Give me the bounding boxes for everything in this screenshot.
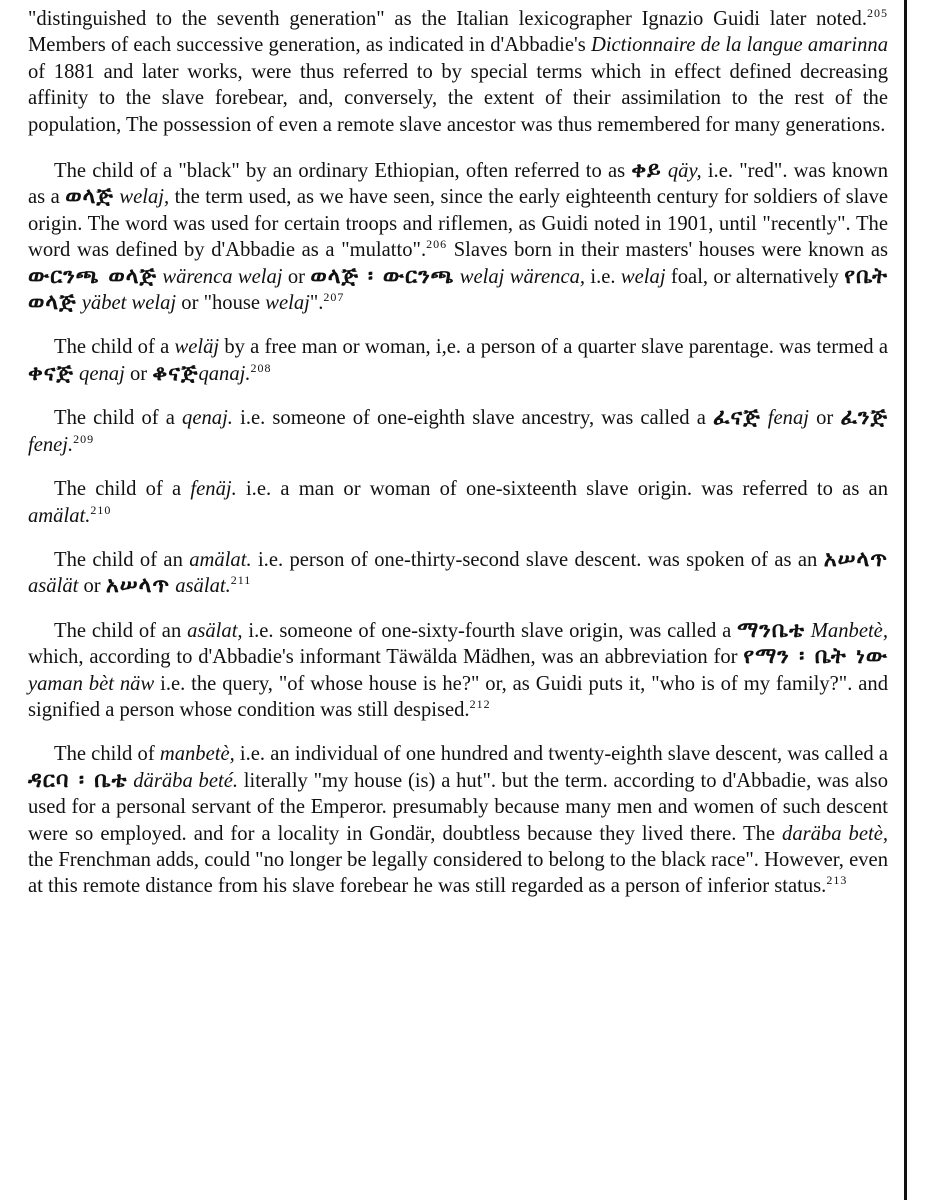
italic-term: asälat, bbox=[187, 619, 243, 642]
italic-term: qenaj. bbox=[182, 407, 233, 430]
text-run: The child of a bbox=[54, 336, 175, 359]
text-run: or bbox=[78, 575, 106, 598]
paragraph-qenaj bbox=[28, 334, 888, 387]
text-run: or "house bbox=[176, 292, 266, 315]
italic-term: amälat. bbox=[189, 548, 252, 571]
italic-term: Manbetè, bbox=[804, 619, 888, 642]
page-edge-rule bbox=[904, 0, 907, 1200]
italic-term: qäy, bbox=[661, 160, 702, 183]
text-run: the Frenchman adds, could "no longer be legally considered to belong to the black race". However, even at this remote distance from his slave forebear he was still regarded as a person of inferior status. bbox=[28, 848, 888, 898]
text-run: The child of bbox=[54, 743, 160, 766]
footnote-marker: 211 bbox=[230, 573, 252, 588]
text-run: The child of a bbox=[54, 407, 183, 430]
ethiopic-script-term: ቆናጅ bbox=[152, 360, 199, 386]
text-run: The child of an bbox=[54, 548, 190, 571]
text-run: i.e. the query, "of whose house is he?" or, as Guidi puts it, "who is of my family?". and signified a person whose condition was still despised. bbox=[28, 672, 888, 721]
ethiopic-script-term: ወላጅ ፡ ውርንጫ bbox=[310, 263, 455, 289]
text-run: i.e. bbox=[585, 265, 621, 288]
ethiopic-script-term: አሠላጥ bbox=[105, 573, 171, 599]
text-run: The child of an bbox=[54, 619, 188, 642]
paragraph-daraba-bete bbox=[28, 741, 888, 899]
footnote-marker: 212 bbox=[469, 697, 491, 712]
italic-term: fenaj bbox=[760, 407, 809, 430]
text-run: Members of each successive generation, as indicated in d'Abbadie's bbox=[28, 34, 591, 57]
text-run: or bbox=[809, 407, 841, 430]
italic-term: fenej. bbox=[28, 433, 74, 456]
text-run: of 1881 and later works, were thus referred to by special terms which in effect defined decreasing affinity to the slave forebear, and, conversely, the extent of their assimilation to the rest of the population, The possession of even a remote slave ancestor was thus remembered for many generations. bbox=[28, 60, 888, 136]
italic-term: welaj bbox=[265, 292, 310, 315]
text-run: or bbox=[124, 362, 153, 385]
text-run: ". bbox=[309, 292, 324, 315]
text-run: i.e. "red". was known as a bbox=[28, 160, 888, 209]
footnote-marker: 206 bbox=[426, 237, 448, 252]
italic-term: welaj, bbox=[113, 186, 170, 209]
italic-term: qenaj bbox=[73, 362, 125, 385]
text-run: i.e. a man or woman of one-sixteenth slave origin. was referred to as an bbox=[236, 478, 888, 501]
text-run: i.e. person of one-thirty-second slave descent. was spoken of as an bbox=[251, 548, 824, 571]
footnote-marker: 210 bbox=[90, 502, 112, 517]
text-run: i.e. an individual of one hundred and twenty-eighth slave descent, was called a bbox=[234, 743, 888, 766]
text-run: i.e. someone of one-sixty-fourth slave origin, was called a bbox=[242, 619, 738, 642]
paragraph-qay-welaj bbox=[28, 158, 888, 316]
text-run: literally "my house (is) a hut". but the term. according to d'Abbadie, was also used for a personal servant of the Emperor. presumably because many men and women of such descent were so employed. and for a locality in Gondär, doubtless because they lived there. The bbox=[28, 769, 888, 845]
italic-term: manbetè, bbox=[159, 743, 235, 766]
text-run: by a free man or woman, i,e. a person of a quarter slave parentage. was termed a bbox=[219, 336, 888, 359]
footnote-marker: 208 bbox=[250, 361, 272, 376]
italic-term: daräba betè, bbox=[782, 822, 888, 845]
ethiopic-script-term: ማንቤቴ bbox=[737, 617, 805, 643]
ethiopic-script-term: ፈናጅ bbox=[712, 405, 761, 431]
paragraph-amalat bbox=[28, 476, 888, 529]
italic-term: yaman bèt näw bbox=[28, 672, 155, 695]
paragraph-continuation bbox=[28, 6, 888, 138]
text-run: "distinguished to the seventh generation" as the Italian lexicographer Ignazio Guidi later noted. bbox=[28, 8, 867, 30]
footnote-marker: 207 bbox=[323, 290, 345, 305]
italic-term: welaj bbox=[620, 265, 666, 288]
footnote-marker: 209 bbox=[73, 431, 95, 446]
italic-term: yäbet welaj bbox=[76, 292, 177, 315]
ethiopic-script-term: ወላጅ bbox=[65, 184, 114, 210]
text-run: which, according to d'Abbadie's informant Täwälda Mädhen, was an abbreviation for bbox=[28, 646, 744, 669]
paragraph-fenaj bbox=[28, 405, 888, 458]
ethiopic-script-term: ቀናጅ bbox=[28, 360, 74, 386]
italic-term: Dictionnaire de la langue amarinna bbox=[590, 34, 888, 57]
paragraph-asalat bbox=[28, 547, 888, 600]
ethiopic-script-term: ፈንጅ bbox=[840, 405, 888, 431]
footnote-marker: 205 bbox=[867, 6, 888, 21]
text-run: Slaves born in their masters' houses were known as bbox=[447, 239, 888, 262]
paragraph-manbete bbox=[28, 618, 888, 724]
italic-term: fenäj. bbox=[190, 478, 237, 501]
ethiopic-script-term: የቤት ወላጅ bbox=[28, 263, 888, 316]
italic-term: asälät bbox=[28, 575, 79, 598]
italic-term: amälat. bbox=[28, 504, 91, 527]
italic-term: weläj bbox=[174, 336, 220, 359]
text-run: i.e. someone of one-eighth slave ancestry, was called a bbox=[232, 407, 713, 430]
text-column bbox=[28, 6, 888, 918]
italic-term: qanaj. bbox=[198, 362, 251, 385]
ethiopic-script-term: ውርንጫ ወላጅ bbox=[28, 263, 157, 289]
italic-term: welaj wärenca, bbox=[454, 265, 586, 288]
italic-term: asälat. bbox=[170, 575, 231, 598]
ethiopic-script-term: ዳርባ ፡ ቤቴ bbox=[28, 767, 128, 793]
footnote-marker: 213 bbox=[826, 873, 848, 888]
ethiopic-script-term: አሠላጥ bbox=[823, 546, 888, 572]
text-run: or bbox=[282, 265, 311, 288]
ethiopic-script-term: የማን ፡ ቤት ነው bbox=[743, 644, 888, 670]
text-run: The child of a bbox=[54, 478, 191, 501]
italic-term: däräba beté. bbox=[127, 769, 238, 792]
ethiopic-script-term: ቀይ bbox=[631, 158, 662, 184]
text-run: The child of a "black" by an ordinary Ethiopian, often referred to as bbox=[54, 160, 632, 183]
text-run: foal, or alternatively bbox=[665, 265, 845, 288]
text-run: the term used, as we have seen, since the early eighteenth century for soldiers of slave origin. The word was used for certain troops and riflemen, as Guidi noted in 1901, until "recently". The word was defined by d'Abbadie as a "mulatto". bbox=[28, 186, 889, 262]
italic-term: wärenca welaj bbox=[157, 265, 283, 288]
